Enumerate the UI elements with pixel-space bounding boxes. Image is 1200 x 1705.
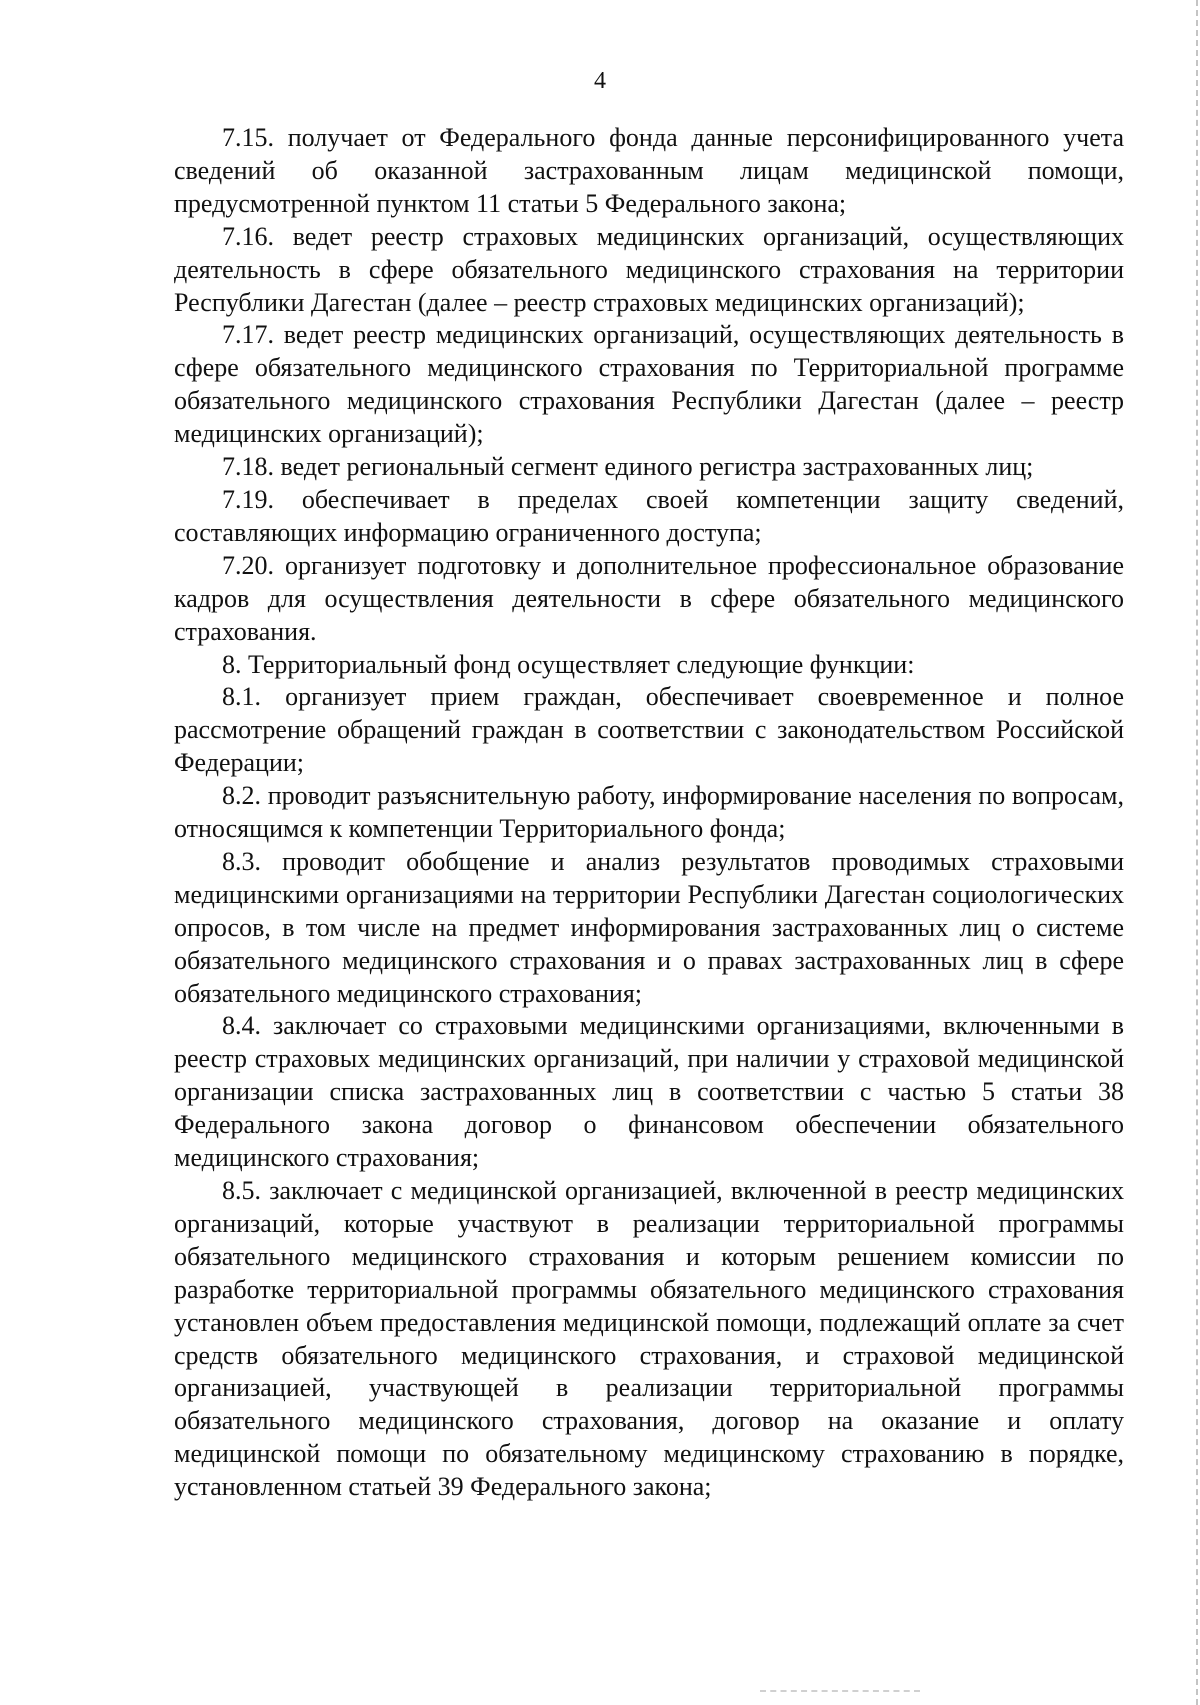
paragraph-8-3: 8.3. проводит обобщение и анализ результатов проводимых страховыми медицинскими организациями на территории Республики Дагестан социологических опросов, в том числе на предмет информирования застрахованных лиц о системе обязательного медицинского страхования и о правах застрахованных лиц в сфере обязательного медицинского страхования;: [174, 846, 1124, 1008]
scan-edge-line: [1194, 0, 1198, 1705]
paragraph-8-5: 8.5. заключает с медицинской организацией, включенной в реестр медицинских организаций, которые участвуют в реализации территориальной программы обязательного медицинского страхования и которым решением комиссии по разработке территориальной программы обязательного медицинского страхования установлен объем предоставления медицинской помощи, подлежащий оплате за счет средств обязательного медицинского страхования, и страховой медицинской организацией, участвующей в реализации территориальной программы обязательного медицинского страхования, договор на оказание и оплату медицинской помощи по обязательному медицинскому страхованию в порядке, установленном статьей 39 Федерального закона;: [174, 1176, 1124, 1502]
paragraph-7-15: 7.15. получает от Федерального фонда данные персонифицированного учета сведений об оказанной застрахованным лицам медицинской помощи, предусмотренной пунктом 11 статьи 5 Федерального закона;: [174, 123, 1124, 218]
paragraph-7-18: 7.18. ведет региональный сегмент единого регистра застрахованных лиц;: [222, 452, 1034, 482]
document-body: [174, 122, 1124, 1504]
paragraph-8: 8. Территориальный фонд осуществляет следующие функции:: [222, 649, 915, 679]
paragraph-7-19: 7.19. обеспечивает в пределах своей компетенции защиту сведений, составляющих информацию ограниченного доступа;: [174, 484, 1124, 547]
paragraph-7-20: 7.20. организует подготовку и дополнительное профессиональное образование кадров для осуществления деятельности в сфере обязательного медицинского страхования.: [174, 550, 1124, 646]
scan-bottom-mark: [760, 1690, 920, 1692]
paragraph-7-16: 7.16. ведет реестр страховых медицинских организаций, осуществляющих деятельность в сфере обязательного медицинского страхования на территории Республики Дагестан (далее – реестр страховых медицинских организаций);: [174, 221, 1124, 317]
page-number: 4: [594, 68, 606, 94]
paragraph-8-4: 8.4. заключает со страховыми медицинскими организациями, включенными в реестр страховых медицинских организаций, при наличии у страховой медицинской организации списка застрахованных лиц в соответствии с частью 5 статьи 38 Федерального закона договор о финансовом обеспечении обязательного медицинского страхования;: [174, 1011, 1124, 1173]
paragraph-8-1: 8.1. организует прием граждан, обеспечивает своевременное и полное рассмотрение обращений граждан в соответствии с законодательством Российской Федерации;: [174, 682, 1124, 778]
paragraph-7-17: 7.17. ведет реестр медицинских организаций, осуществляющих деятельность в сфере обязательного медицинского страхования по Территориальной программе обязательного медицинского страхования Республики Дагестан (далее – реестр медицинских организаций);: [174, 320, 1124, 449]
paragraph-8-2: 8.2. проводит разъяснительную работу, информирование населения по вопросам, относящимся к компетенции Территориального фонда;: [174, 781, 1124, 844]
